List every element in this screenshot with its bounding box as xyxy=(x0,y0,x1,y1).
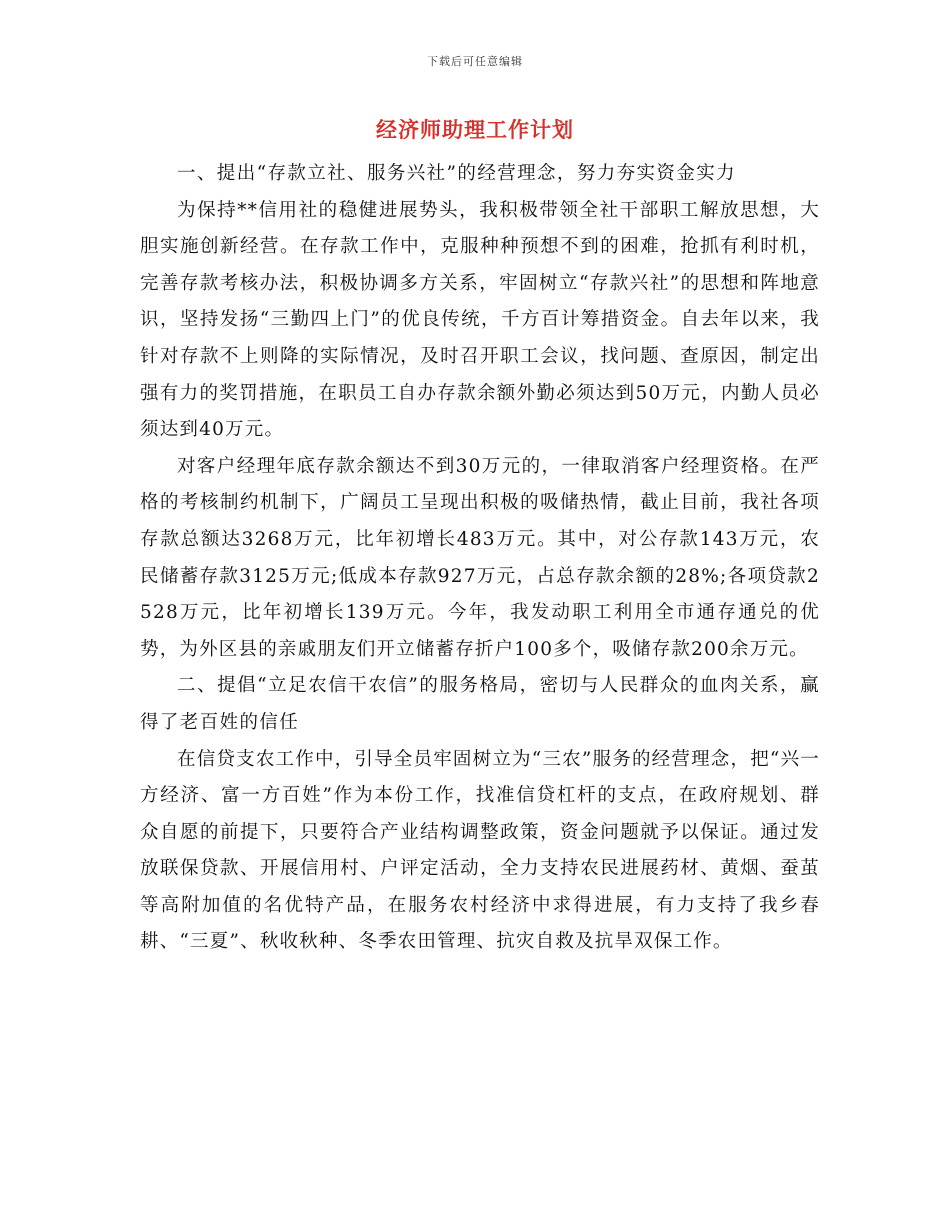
header-note: 下载后可任意编辑 xyxy=(427,55,523,68)
section-heading-2: 二、提倡“立足农信干农信”的服务格局，密切与人民群众的血肉关系，赢得了老百姓的信任 xyxy=(140,675,820,733)
paragraph-3: 在信贷支农工作中，引导全员牢固树立为“三农”服务的经营理念，把“兴一方经济、富一方百姓”作为本份工作，找准信贷杠杆的支点，在政府规划、群众自愿的前提下，只要符合产业结构调整政策，资金问题就予以保证。通过发放联保贷款、开展信用村、户评定活动，全力支持农民进展药材、黄烟、蚕茧等高附加值的名优特产品，在服务农村经济中求得进展，有力支持了我乡春耕、“三夏”、秋收秋种、冬季农田管理、抗灾自救及抗旱双保工作。 xyxy=(140,748,820,953)
paragraph-2: 对客户经理年底存款余额达不到30万元的，一律取消客户经理资格。在严格的考核制约机制下，广阔员工呈现出积极的吸储热情，截止目前，我社各项存款总额达3268万元，比年初增长483万元。其中，对公存款143万元，农民储蓄存款3125万元;低成本存款927万元，占总存款余额的28%;各项贷款2528万元，比年初增长139万元。今年，我发动职工利用全市通存通兑的优势，为外区县的亲戚朋友们开立储蓄存折户100多个，吸储存款200余万元。 xyxy=(140,455,820,660)
document-body xyxy=(140,156,820,961)
document-title: 经济师助理工作计划 xyxy=(376,117,574,142)
section-heading-1: 一、提出“存款立社、服务兴社”的经营理念，努力夯实资金实力 xyxy=(177,163,737,184)
paragraph-1: 为保持**信用社的稳健进展势头，我积极带领全社干部职工解放思想，大胆实施创新经营。在存款工作中，克服种种预想不到的困难，抢抓有利时机，完善存款考核办法，积极协调多方关系，牢固树立“存款兴社”的思想和阵地意识，坚持发扬“三勤四上门”的优良传统，千方百计筹措资金。自去年以来，我针对存款不上则降的实际情况，及时召开职工会议，找问题、查原因，制定出强有力的奖罚措施，在职员工自办存款余额外勤必须达到50万元，内勤人员必须达到40万元。 xyxy=(140,199,820,441)
